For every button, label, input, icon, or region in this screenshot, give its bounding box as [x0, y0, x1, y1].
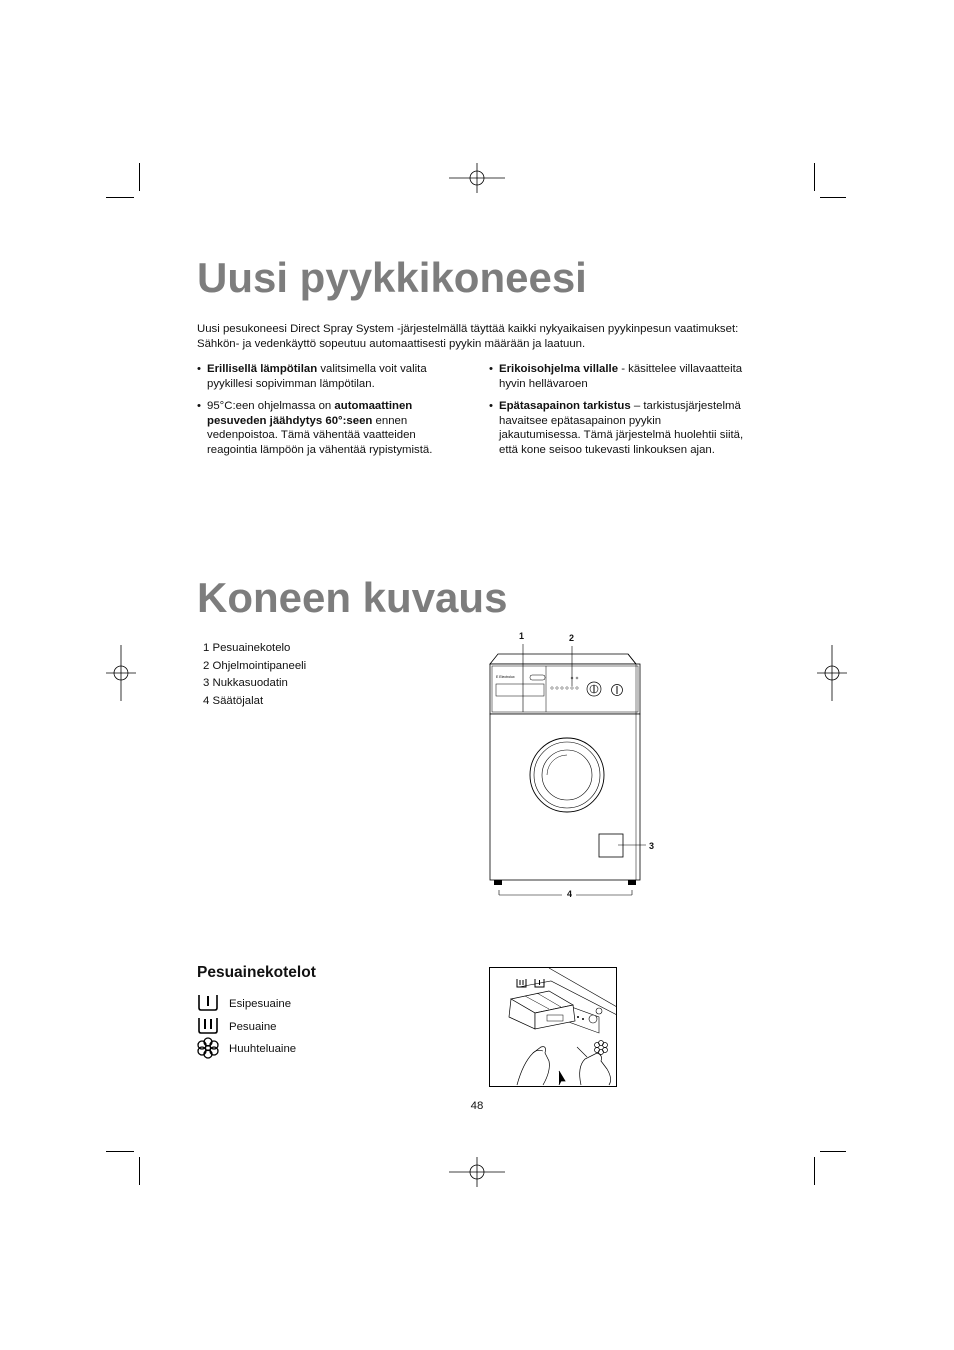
detergent-label: Huuhteluaine — [229, 1043, 297, 1055]
callout-4: 4 — [567, 889, 573, 899]
registration-mark-bottom — [449, 1157, 505, 1187]
section-title-machine-description: Koneen kuvaus — [197, 574, 508, 621]
feature-item: • 95°C:een ohjelmassa on automaattinen pesuveden jäähdytys 60°:seen ennen vedenpoistoa. Tämä vähentää vaatteiden reagointia lämpöön ja vähentää rypistymistä. — [197, 399, 452, 457]
washing-machine-diagram — [480, 628, 670, 903]
callout-2: 2 — [569, 633, 575, 643]
crop-mark — [106, 197, 134, 198]
registration-mark-right — [817, 645, 847, 701]
mainwash-compartment-icon — [197, 1015, 219, 1035]
prewash-compartment-icon — [197, 992, 219, 1012]
crop-mark — [820, 1151, 846, 1152]
feature-item: • Epätasapainon tarkistus – tarkistusjärjestelmä havaitsee epätasapainon pyykin jakautumisessa. Tämä järjestelmä huolehtii siitä, että kone seisoo tukevasti linkouksen ajan. — [489, 399, 744, 457]
parts-list-item: 4 Säätöjalat — [203, 694, 264, 707]
features-right-column — [489, 362, 744, 465]
crop-mark — [820, 197, 846, 198]
parts-list-item: 1 Pesuainekotelo — [203, 642, 291, 654]
crop-mark — [139, 1157, 140, 1185]
detergent-label: Pesuaine — [229, 1021, 277, 1033]
crop-mark — [814, 1157, 815, 1185]
crop-mark — [139, 163, 140, 191]
section-title-new-washer: Uusi pyykkikoneesi — [197, 254, 587, 301]
callout-1: 1 — [519, 631, 525, 641]
svg-text:E Electrolux: E Electrolux — [496, 675, 515, 679]
feature-item: • Erillisellä lämpötilan valitsimella voit valita pyykillesi sopivimman lämpötilan. — [197, 362, 452, 391]
detergent-label: Esipesuaine — [229, 998, 292, 1010]
softener-flower-icon — [197, 1037, 219, 1059]
page-number: 48 — [470, 1100, 484, 1112]
parts-list — [203, 640, 306, 710]
parts-list-item: 3 Nukkasuodatin — [203, 677, 288, 689]
crop-mark — [106, 1151, 134, 1152]
crop-mark — [814, 163, 815, 191]
callout-3: 3 — [649, 841, 655, 851]
intro-paragraph: Uusi pesukoneesi Direct Spray System -järjestelmällä täyttää kaikki nykyaikaisen pyykinpesun vaatimukset: Sähkön- ja vedenkäyttö sopeutuu automaattisesti pyykin määrään ja laatuun. — [197, 323, 739, 350]
features-left-column — [197, 362, 452, 465]
registration-mark-left — [106, 645, 136, 701]
registration-mark-top — [449, 163, 505, 193]
detergent-drawer-illustration — [489, 967, 617, 1087]
feature-item: • Erikoisohjelma villalle - käsittelee villavaatteita hyvin hellävaroen — [489, 362, 744, 391]
parts-list-item: 2 Ohjelmointipaneeli — [203, 659, 307, 672]
detergent-heading: Pesuainekotelot — [197, 964, 316, 981]
